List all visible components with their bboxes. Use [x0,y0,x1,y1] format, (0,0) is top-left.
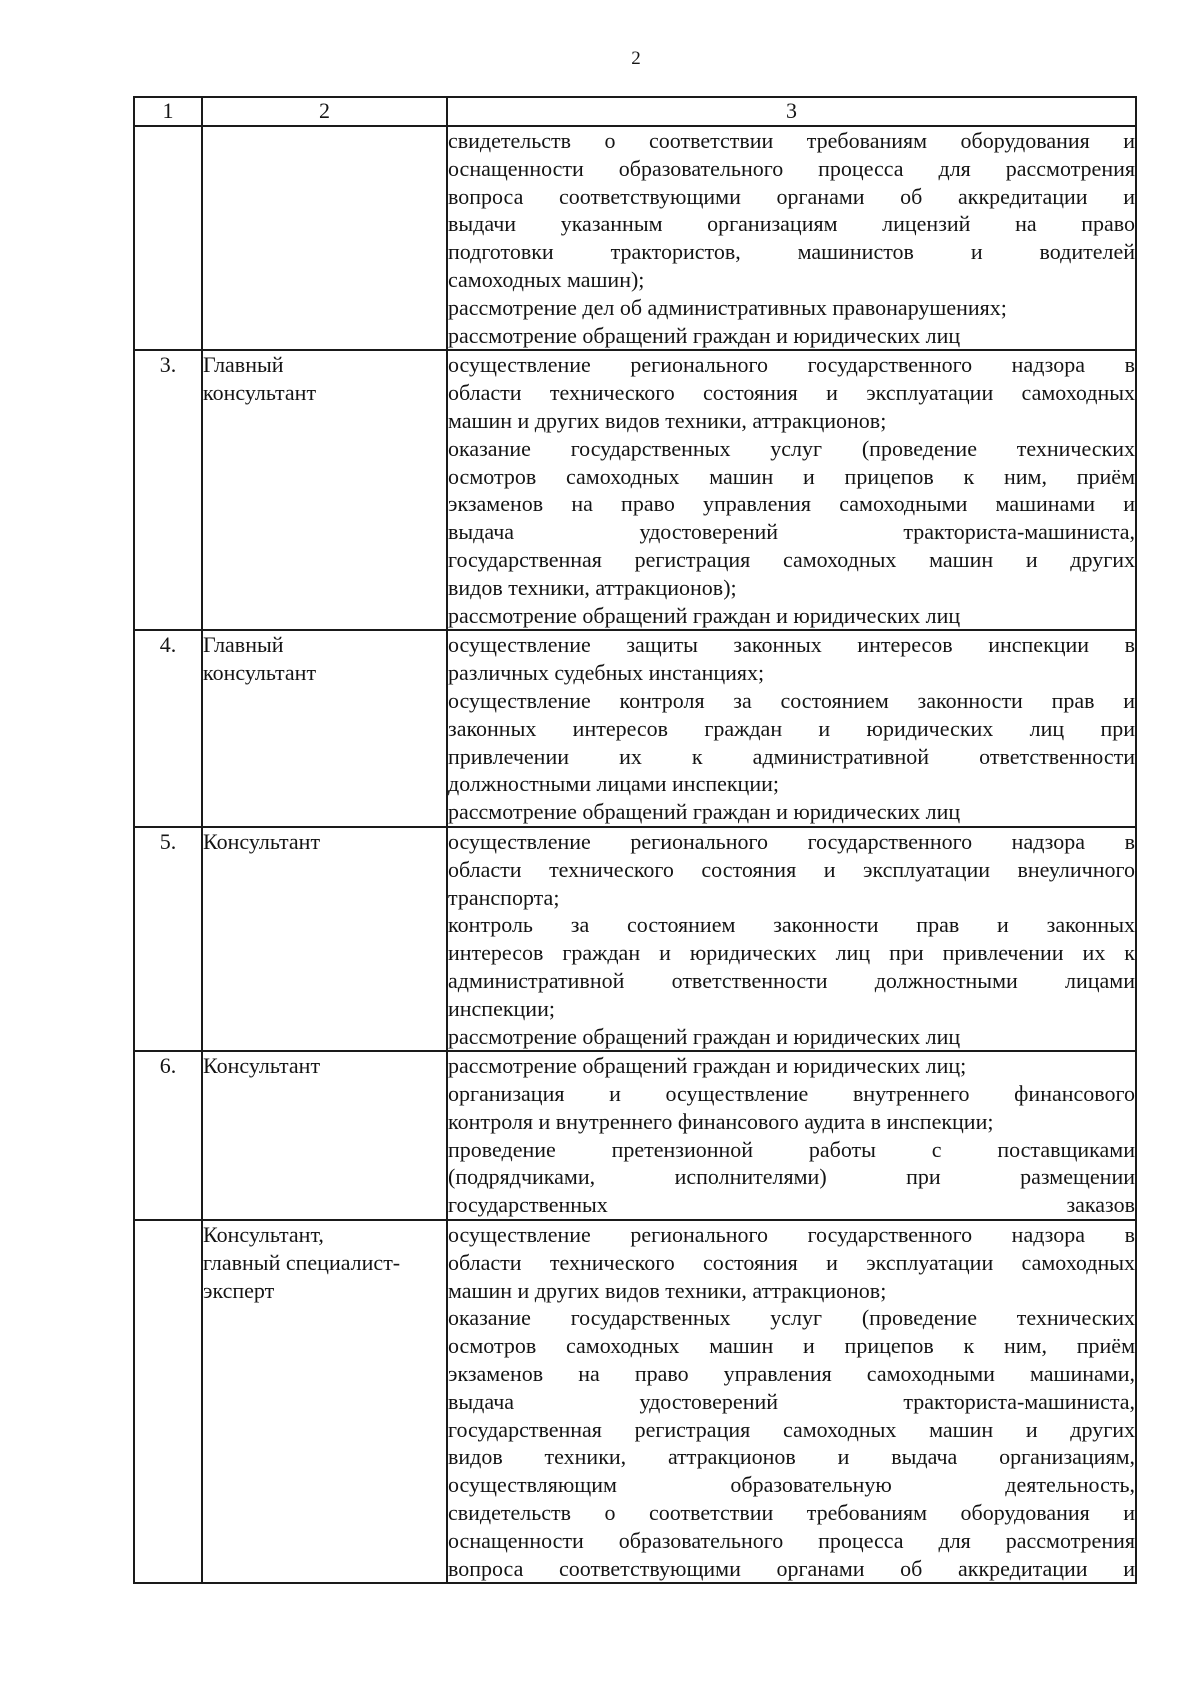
duty-line: области технического состояния и эксплуатации внеуличного [448,856,1135,882]
table-row [134,827,1136,1051]
duty-line: рассмотрение дел об административных правонарушениях; [448,294,1007,320]
row-number: 5. [134,827,202,1051]
row-number: 6. [134,1051,202,1220]
duty-line: оказание государственных услуг (проведение технических [448,1305,1135,1331]
page-number: 2 [631,48,641,69]
duty-line: транспорта; [448,884,560,910]
header-col-2: 2 [202,97,447,126]
duty-line: свидетельств о соответствии требованиям оборудования и [448,128,1135,153]
duty-line: экзаменов на право управления самоходными машинами, [448,1361,1135,1387]
duty-line: подготовки трактористов, машинистов и водителей [448,239,1135,265]
duty-line: выдачи указанным организациям лицензий на право [448,211,1135,237]
position-title: Консультант, главный специалист- эксперт [202,1220,447,1583]
table-row [134,126,1136,350]
duties-cell [447,827,1136,1051]
duties-cell [447,126,1136,350]
duty-line: контроля и внутреннего финансового аудита в инспекции; [448,1108,994,1134]
position-title: Консультант [202,827,447,1051]
duty-line: осуществление регионального государственного надзора в [448,352,1135,378]
table-row [134,350,1136,630]
duty-line: оснащенности образовательного процесса для рассмотрения [448,155,1135,181]
header-col-1: 1 [134,97,202,126]
table-header [134,97,1136,126]
duty-line: выдача удостоверений тракториста-машиниста, [448,1388,1135,1414]
row-number [134,1220,202,1583]
position-title: Главный консультант [202,350,447,630]
duty-line: машин и других видов техники, аттракционов; [448,407,887,433]
position-title [202,126,447,350]
duty-line: контроль за состоянием законности прав и законных [448,912,1135,938]
duty-line: государственных заказов [448,1192,1135,1218]
duties-cell [447,350,1136,630]
duty-line: осуществление защиты законных интересов инспекции в [448,632,1135,658]
duty-line: рассмотрение обращений граждан и юридических лиц [448,1023,961,1049]
duty-line: организация и осуществление внутреннего финансового [448,1081,1135,1107]
duty-line: осуществляющим образовательную деятельность, [448,1472,1135,1498]
duty-line: государственная регистрация самоходных машин и других [448,546,1135,572]
positions-table [133,96,1137,1584]
duty-line: вопроса соответствующими органами об аккредитации и [448,183,1135,209]
duty-line: осмотров самоходных машин и прицепов к ним, приём [448,463,1135,489]
duty-line: выдача удостоверений тракториста-машиниста, [448,519,1135,545]
duty-line: рассмотрение обращений граждан и юридических лиц [448,799,961,825]
duties-cell [447,1051,1136,1220]
duty-line: административной ответственности должностными лицами [448,967,1135,993]
duty-line: (подрядчиками, исполнителями) при размещении [448,1164,1135,1190]
duty-line: оказание государственных услуг (проведение технических [448,435,1135,461]
duty-line: осуществление регионального государственного надзора в [448,1222,1135,1248]
table-body [134,126,1136,1583]
duty-line: свидетельств о соответствии требованиям оборудования и [448,1500,1135,1526]
duty-line: рассмотрение обращений граждан и юридических лиц [448,322,961,348]
duty-line: самоходных машин); [448,266,645,292]
duty-line: инспекции; [448,995,555,1021]
table-row [134,1051,1136,1220]
duties-cell [447,1220,1136,1583]
duty-line: области технического состояния и эксплуатации самоходных [448,1249,1135,1275]
header-row [134,97,1136,126]
duty-line: вопроса соответствующими органами об аккредитации и [448,1555,1135,1581]
duty-line: видов техники, аттракционов); [448,574,737,600]
duty-line: рассмотрение обращений граждан и юридических лиц [448,602,961,628]
duty-line: осуществление контроля за состоянием законности прав и [448,687,1135,713]
duty-line: осуществление регионального государственного надзора в [448,828,1135,854]
duty-line: рассмотрение обращений граждан и юридических лиц; [448,1053,967,1079]
table-row [134,1220,1136,1583]
duty-line: машин и других видов техники, аттракционов; [448,1277,887,1303]
position-title: Главный консультант [202,630,447,827]
position-title: Консультант [202,1051,447,1220]
duty-line: различных судебных инстанциях; [448,660,765,686]
duty-line: оснащенности образовательного процесса для рассмотрения [448,1527,1135,1553]
table-row [134,630,1136,827]
duty-line: должностными лицами инспекции; [448,771,779,797]
duty-line: осмотров самоходных машин и прицепов к ним, приём [448,1333,1135,1359]
row-number [134,126,202,350]
row-number: 3. [134,350,202,630]
duty-line: государственная регистрация самоходных машин и других [448,1416,1135,1442]
duty-line: экзаменов на право управления самоходными машинами и [448,491,1135,517]
row-number: 4. [134,630,202,827]
duties-cell [447,630,1136,827]
duty-line: законных интересов граждан и юридических лиц при [448,715,1135,741]
header-col-3: 3 [447,97,1136,126]
duty-line: области технического состояния и эксплуатации самоходных [448,380,1135,406]
duty-line: привлечении их к административной ответственности [448,743,1135,769]
duty-line: видов техники, аттракционов и выдача организациям, [448,1444,1135,1470]
duty-line: интересов граждан и юридических лиц при привлечении их к [448,940,1135,966]
duty-line: проведение претензионной работы с поставщиками [448,1136,1135,1162]
